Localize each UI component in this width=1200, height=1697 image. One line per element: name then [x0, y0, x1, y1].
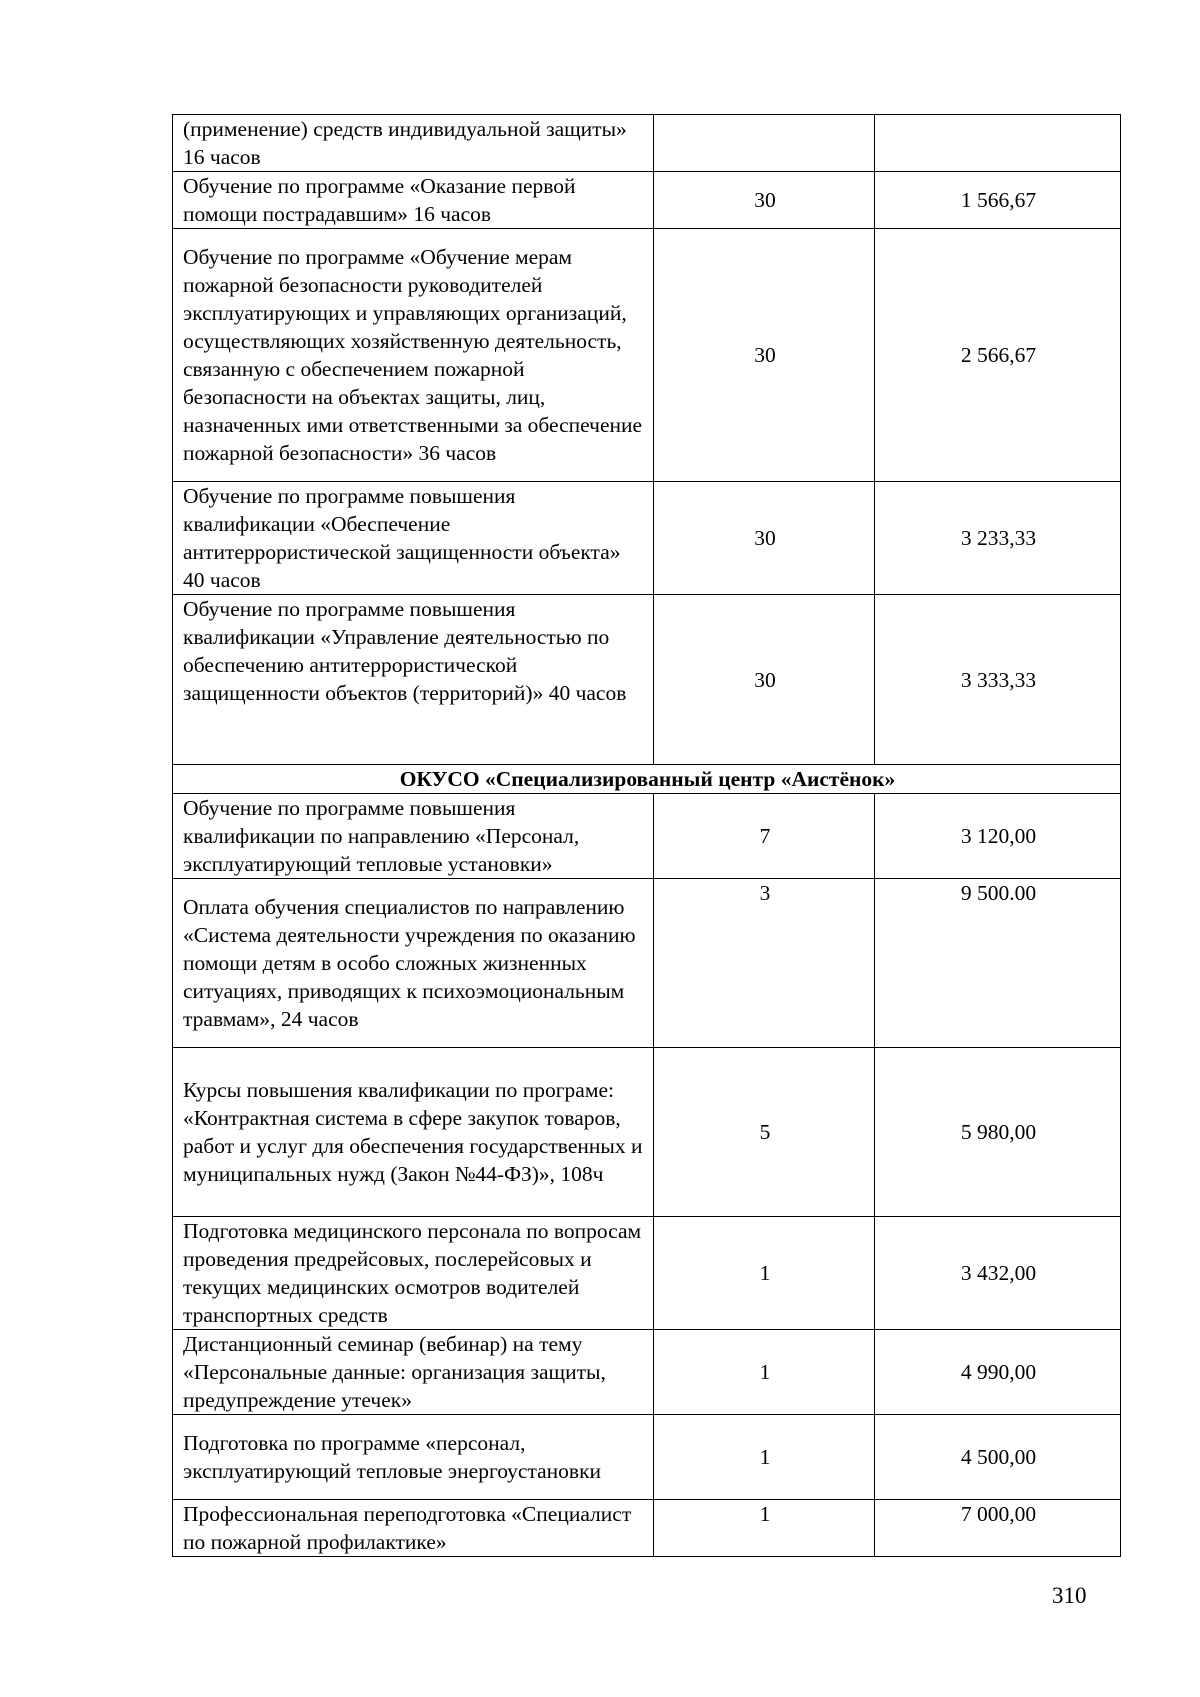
row-count: 1 [654, 1415, 875, 1500]
row-amount: 4 990,00 [875, 1330, 1121, 1415]
row-description: Профессиональная переподготовка «Специалист по пожарной профилактике» [173, 1500, 654, 1557]
section-title: ОКУСО «Специализированный центр «Аистёнок» [173, 765, 1121, 794]
row-description: Обучение по программе повышения квалификации «Управление деятельностью по обеспечению антитеррористической защищенности объектов (территорий)» 40 часов [173, 595, 654, 765]
table-row [173, 794, 1121, 879]
table-row [173, 1217, 1121, 1330]
table-row [173, 482, 1121, 595]
row-description: (применение) средств индивидуальной защиты» 16 часов [173, 115, 654, 172]
row-amount: 9 500.00 [875, 879, 1121, 1048]
row-amount: 3 432,00 [875, 1217, 1121, 1330]
training-costs-table [172, 114, 1121, 1557]
row-count: 30 [654, 229, 875, 482]
row-amount: 3 233,33 [875, 482, 1121, 595]
table-row [173, 229, 1121, 482]
table-row [173, 1048, 1121, 1217]
row-amount: 7 000,00 [875, 1500, 1121, 1557]
row-count: 7 [654, 794, 875, 879]
table-row [173, 1415, 1121, 1500]
row-description: Обучение по программе повышения квалификации по направлению «Персонал, эксплуатирующий тепловые установки» [173, 794, 654, 879]
table-row [173, 595, 1121, 765]
row-description: Обучение по программе повышения квалификации «Обеспечение антитеррористической защищенности объекта» 40 часов [173, 482, 654, 595]
table-row [173, 172, 1121, 229]
row-description: Дистанционный семинар (вебинар) на тему «Персональные данные: организация защиты, предупреждение утечек» [173, 1330, 654, 1415]
row-description: Обучение по программе «Обучение мерам пожарной безопасности руководителей эксплуатирующих и управляющих организаций, осуществляющих хозяйственную деятельность, связанную с обеспечением пожарной безопасности на объектах защиты, лиц, назначенных ими ответственными за обеспечение пожарной безопасности» 36 часов [173, 229, 654, 482]
row-amount: 1 566,67 [875, 172, 1121, 229]
row-description: Подготовка по программе «персонал, эксплуатирующий тепловые энергоустановки [173, 1415, 654, 1500]
table-row [173, 115, 1121, 172]
row-description: Подготовка медицинского персонала по вопросам проведения предрейсовых, послерейсовых и текущих медицинских осмотров водителей транспортных средств [173, 1217, 654, 1330]
row-count: 1 [654, 1500, 875, 1557]
section-header-row [173, 765, 1121, 794]
table-row [173, 879, 1121, 1048]
row-amount [875, 115, 1121, 172]
row-amount: 2 566,67 [875, 229, 1121, 482]
row-count: 3 [654, 879, 875, 1048]
row-description: Обучение по программе «Оказание первой помощи пострадавшим» 16 часов [173, 172, 654, 229]
row-count: 30 [654, 595, 875, 765]
row-count [654, 115, 875, 172]
page-number: 310 [1052, 1583, 1087, 1608]
row-count: 5 [654, 1048, 875, 1217]
row-description: Курсы повышения квалификации по програме: «Контрактная система в сфере закупок товаров, работ и услуг для обеспечения государственных и муниципальных нужд (Закон №44-ФЗ)», 108ч [173, 1048, 654, 1217]
row-amount: 3 333,33 [875, 595, 1121, 765]
row-amount: 3 120,00 [875, 794, 1121, 879]
row-amount: 5 980,00 [875, 1048, 1121, 1217]
row-count: 30 [654, 172, 875, 229]
row-description: Оплата обучения специалистов по направлению «Система деятельности учреждения по оказанию помощи детям в особо сложных жизненных ситуациях, приводящих к психоэмоциональным травмам», 24 часов [173, 879, 654, 1048]
row-amount: 4 500,00 [875, 1415, 1121, 1500]
row-count: 1 [654, 1217, 875, 1330]
table-row [173, 1330, 1121, 1415]
row-count: 30 [654, 482, 875, 595]
row-count: 1 [654, 1330, 875, 1415]
table-row [173, 1500, 1121, 1557]
